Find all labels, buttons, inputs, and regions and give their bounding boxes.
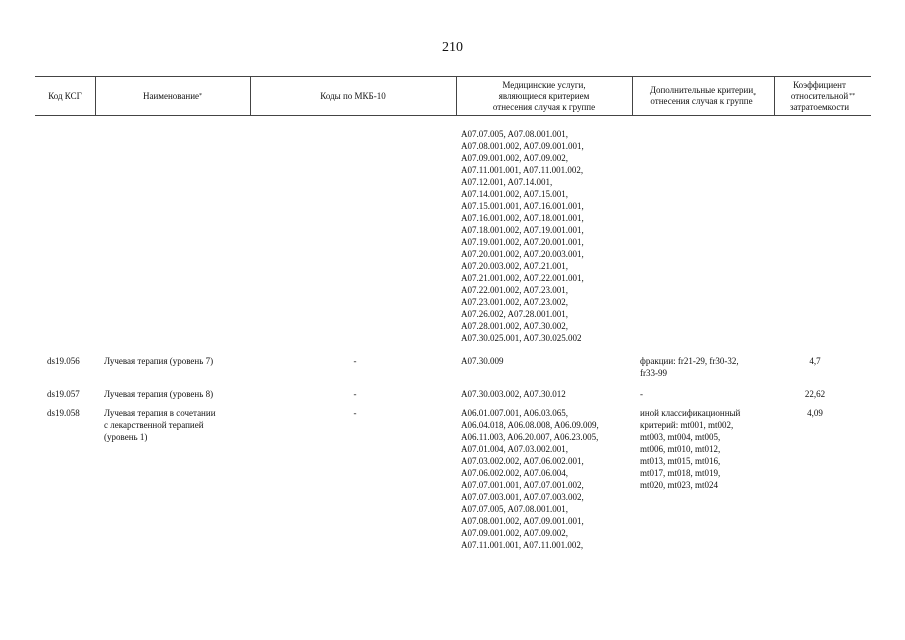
header-criteria-text: Дополнительные критерии отнесения случая к группе: [649, 85, 754, 106]
row-name: Лучевая терапия (уровень 8): [104, 389, 214, 399]
row-criteria: фракции: fr21-29, fr30-32, fr33-99: [640, 356, 739, 378]
row-coef: 4,7: [809, 356, 821, 366]
header-coef: [774, 77, 871, 115]
header-mkb: Коды по МКБ-10: [320, 90, 386, 101]
row-mkb: -: [353, 408, 357, 418]
row-mkb: -: [353, 356, 357, 366]
row-code: ds19.058: [47, 408, 80, 418]
row-criteria: иной классификационный критерий: mt001, mt002, mt003, mt004, mt005, mt006, mt010, mt012, mt013, mt015, mt016, mt017, mt018, mt019, mt020, mt023, mt024: [640, 408, 741, 490]
header-criteria-mark: *: [753, 92, 757, 99]
row-coef: 22,62: [804, 389, 826, 399]
row-code: ds19.057: [47, 389, 80, 399]
header-criteria: [632, 77, 774, 115]
header-code: Код КСГ: [48, 90, 82, 101]
row-mkb: -: [353, 389, 357, 399]
row-coef: 4,09: [807, 408, 823, 418]
header-coef-mark: **: [849, 92, 856, 99]
row-criteria: -: [640, 389, 643, 399]
page-number: 210: [442, 40, 463, 55]
row-services: A06.01.007.001, A06.03.065, A06.04.018, A06.08.008, A06.09.009, A06.11.003, A06.20.007, A06.23.005, A07.01.004, A07.03.002.001, A07.03.002.002, A07.06.002.001, A07.06.002.002, A07.06.004, A07.07.001.001, A07.07.001.002, A07.07.003.001, A07.07.003.002, A07.07.005, A07.08.001.001, A07.08.001.002, A07.09.001.001, A07.09.001.002, A07.09.002, A07.11.001.001, A07.11.001.002,: [461, 408, 599, 550]
row-name: Лучевая терапия в сочетании с лекарственной терапией (уровень 1): [104, 408, 216, 442]
row-services: A07.30.003.002, A07.30.012: [461, 389, 566, 399]
row-code: ds19.056: [47, 356, 80, 366]
row-services: A07.30.009: [461, 356, 504, 366]
header-name: [95, 77, 250, 115]
row-name: Лучевая терапия (уровень 7): [104, 356, 214, 366]
header-name-text: Наименование: [142, 90, 200, 101]
header-services: Медицинские услуги, являющиеся критерием отнесения случая к группе: [492, 79, 596, 112]
continuation-services: A07.07.005, A07.08.001.001, A07.08.001.002, A07.09.001.001, A07.09.001.002, A07.09.002, A07.11.001.001, A07.11.001.002, A07.12.001, A07.14.001, A07.14.001.002, A07.15.001, A07.15.001.001, A07.16.001.001, A07.16.001.002, A07.18.001.001, A07.18.001.002, A07.19.001.001, A07.19.001.002, A07.20.001.001, A07.20.001.002, A07.20.003.001, A07.20.003.002, A07.21.001, A07.21.001.002, A07.22.001.001, A07.22.001.002, A07.23.001, A07.23.001.002, A07.23.002, A07.26.002, A07.28.001.001, A07.28.001.002, A07.30.002, A07.30.025.001, A07.30.025.002: [461, 129, 584, 343]
table-header: [35, 76, 871, 116]
header-coef-text: Коэффициент относительной затратоемкости: [789, 79, 850, 112]
header-name-mark: *: [199, 92, 203, 99]
